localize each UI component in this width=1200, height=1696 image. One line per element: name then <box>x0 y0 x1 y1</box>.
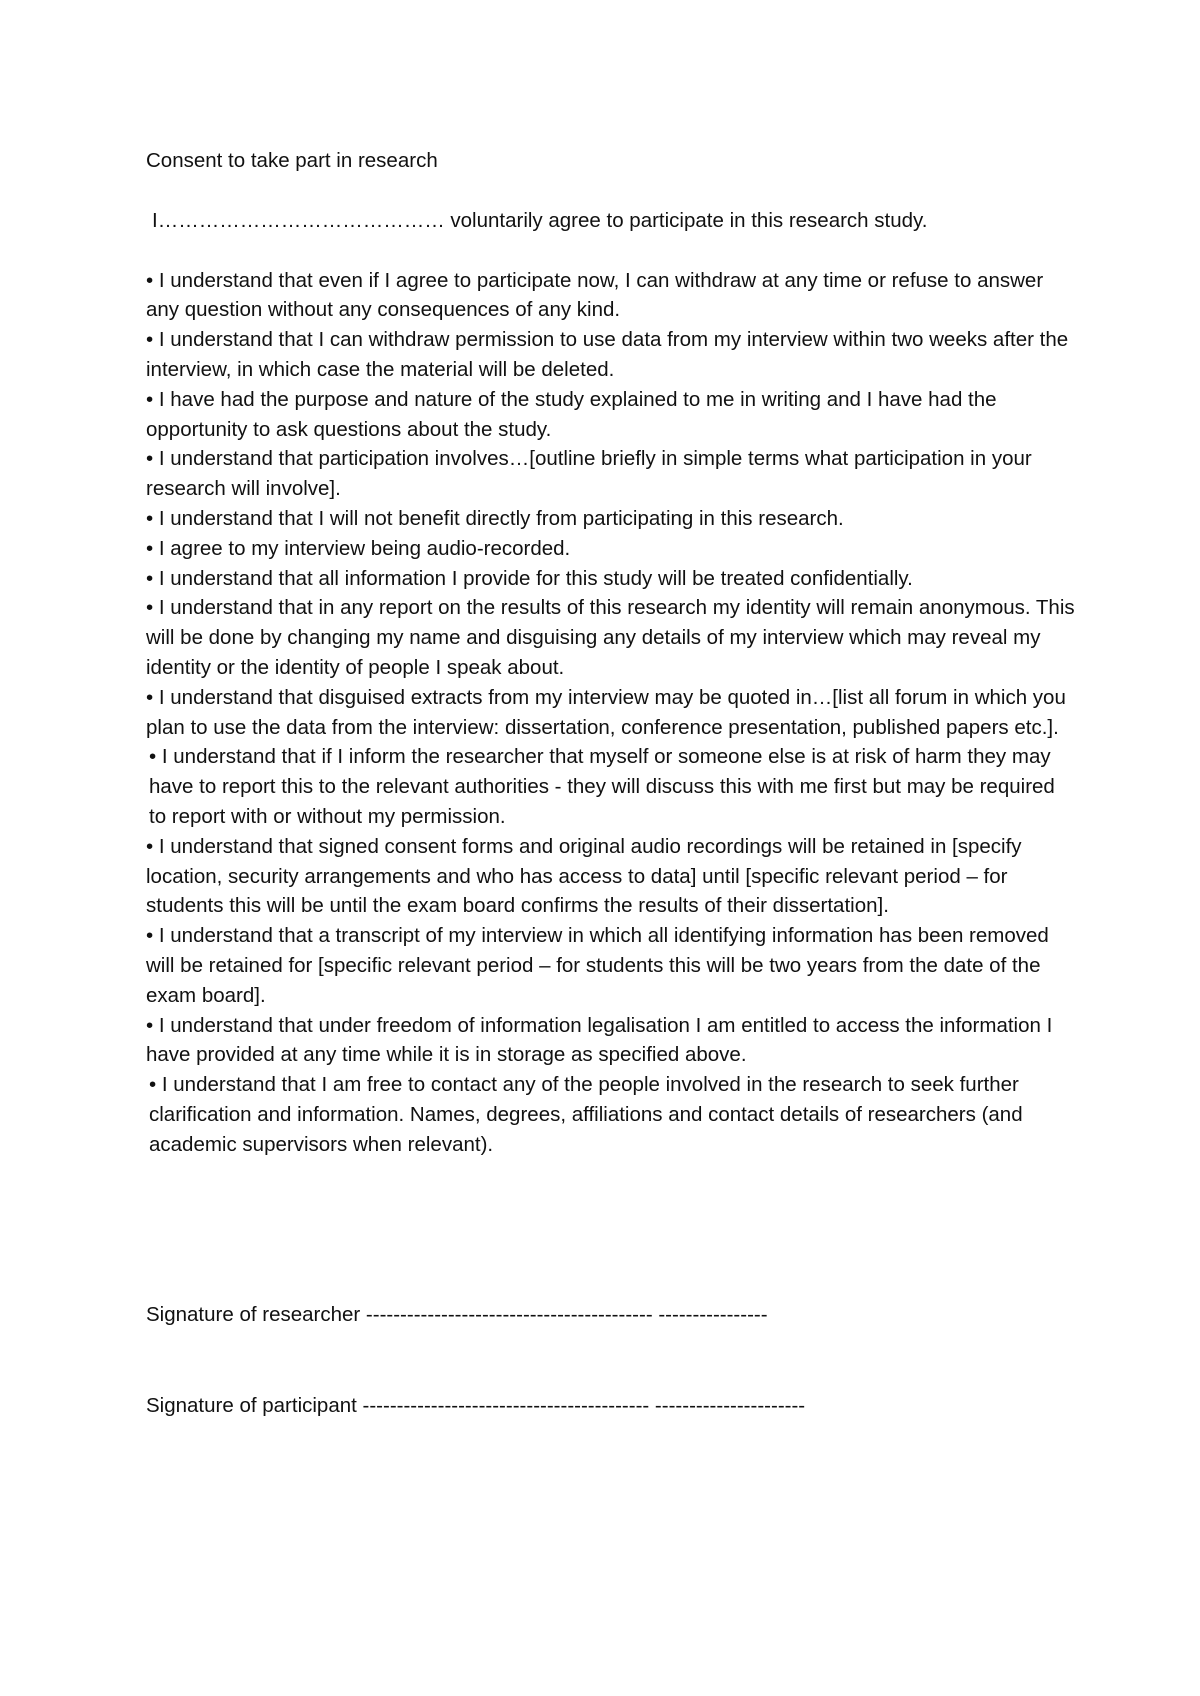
consent-statement-text: I understand that under freedom of information legalisation I am entitled to access the information I have provided at any time while it is in storage as specified above. <box>146 1013 1053 1067</box>
consent-statement-text: I understand that all information I provide for this study will be treated confidentially. <box>158 566 913 590</box>
bullet-icon: • <box>146 1013 154 1037</box>
consent-statement <box>146 593 1076 682</box>
bullet-icon: • <box>146 506 154 530</box>
consent-statement-text: I understand that I am free to contact any of the people involved in the research to seek further clarification and information. Names, degrees, affiliations and contact details of researchers (and academic supervisors when relevant). <box>149 1073 1023 1156</box>
consent-statement <box>146 921 1076 1010</box>
consent-statement <box>146 385 1076 445</box>
consent-statement-text: I have had the purpose and nature of the study explained to me in writing and I have had the opportunity to ask questions about the study. <box>146 387 997 441</box>
bullet-icon: • <box>146 566 154 590</box>
bullet-icon: • <box>149 1073 157 1097</box>
bullet-icon: • <box>146 685 154 709</box>
consent-statement <box>146 1070 1076 1159</box>
bullet-icon: • <box>146 834 154 858</box>
consent-statement <box>146 534 1076 564</box>
bullet-icon: • <box>146 268 154 292</box>
consent-statement <box>146 742 1076 831</box>
bullet-icon: • <box>146 387 154 411</box>
consent-statement-text: I understand that signed consent forms and original audio recordings will be retained in [specify location, security arrangements and who has access to data] until [specific relevant period – for students this will be until the exam board confirms the results of their dissertation]. <box>146 834 1022 918</box>
consent-statement <box>146 266 1076 326</box>
consent-statements <box>146 266 1076 1160</box>
consent-statement-text: I understand that if I inform the researcher that myself or someone else is at risk of harm they may have to report this to the relevant authorities - they will discuss this with me first but may be required to report with or without my permission. <box>149 745 1055 828</box>
bullet-icon: • <box>146 328 154 352</box>
document-body <box>146 146 1076 1160</box>
document-title: Consent to take part in research <box>146 149 438 172</box>
bullet-icon: • <box>146 536 154 560</box>
consent-statement <box>146 683 1076 743</box>
consent-statement-text: I understand that disguised extracts from my interview may be quoted in…[list all forum in which you plan to use the data from the interview: dissertation, conference presentation, published papers etc.]. <box>146 685 1066 739</box>
consent-statement <box>146 325 1076 385</box>
bullet-icon: • <box>146 447 154 471</box>
consent-statement-text: I understand that even if I agree to participate now, I can withdraw at any time or refuse to answer any question without any consequences of any kind. <box>146 268 1044 322</box>
consent-statement-text: I understand that I can withdraw permission to use data from my interview within two weeks after the interview, in which case the material will be deleted. <box>146 328 1069 381</box>
consent-intro: I…………………………………… voluntarily agree to participate in this research study. <box>152 208 928 232</box>
signature-researcher-line: Signature of researcher ------------------------------------------ ---------------- <box>146 1303 768 1326</box>
bullet-icon: • <box>146 924 154 948</box>
bullet-icon: • <box>149 745 157 769</box>
consent-statement <box>146 564 1076 594</box>
consent-statement <box>146 832 1076 921</box>
consent-statement-text: I understand that participation involves…[outline briefly in simple terms what participation in your research will involve]. <box>146 447 1032 501</box>
bullet-icon: • <box>146 596 154 620</box>
consent-statement <box>146 504 1076 534</box>
consent-statement-text: I understand that a transcript of my interview in which all identifying information has been removed will be retained for [specific relevant period – for students this will be two years from the date of the exam board]. <box>146 924 1049 1007</box>
consent-statement-text: I understand that in any report on the results of this research my identity will remain anonymous. This will be done by changing my name and disguising any details of my interview which may reveal my identity or the identity of people I speak about. <box>146 596 1075 679</box>
signature-participant-line: Signature of participant ------------------------------------------ ---------------------- <box>146 1394 806 1417</box>
consent-statement-text: I understand that I will not benefit directly from participating in this research. <box>158 506 844 530</box>
consent-statement <box>146 1011 1076 1071</box>
consent-statement <box>146 444 1076 504</box>
consent-statement-text: I agree to my interview being audio-recorded. <box>158 536 571 560</box>
